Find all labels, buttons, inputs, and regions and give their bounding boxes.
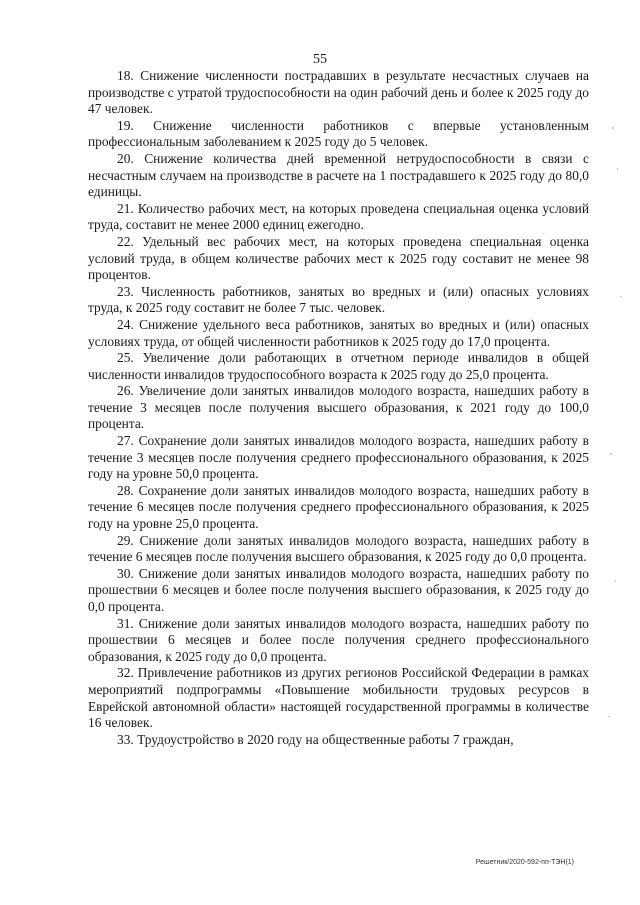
scan-speck <box>617 168 618 170</box>
paragraph-25: 25. Увеличение доли работающих в отчетном периоде инвалидов в общей численности инвалидов трудоспособного возраста к 2025 году до 25,0 процента. <box>88 350 589 382</box>
paragraph-27: 27. Сохранение доли занятых инвалидов молодого возраста, нашедших работу в течение 3 месяцев после получения среднего профессионального образования, к 2025 году на уровне 50,0 процента. <box>88 433 589 482</box>
document-body <box>88 68 589 748</box>
paragraph-24: 24. Снижение удельного веса работников, занятых во вредных и (или) опасных условиях труда, от общей численности работников к 2025 году до 17,0 процента. <box>88 316 589 349</box>
paragraph-23: 23. Численность работников, занятых во вредных и (или) опасных условиях труда, к 2025 году составит не более 7 тыс. человек. <box>88 283 589 316</box>
paragraph-26: 26. Увеличение доли занятых инвалидов молодого возраста, нашедших работу в течение 3 месяцев после получения высшего образования, к 2021 году до 100,0 процента. <box>88 383 589 432</box>
paragraph-19: 19. Снижение численности работников с впервые установленным профессиональным заболеванием к 2025 году до 5 человек. <box>88 117 589 150</box>
paragraph-31: 31. Снижение доли занятых инвалидов молодого возраста, нашедших работу по прошествии 6 месяцев и более после получения среднего профессионального образования, к 2025 году до 0,0 процента. <box>88 615 589 664</box>
scan-speck <box>612 127 614 129</box>
paragraph-29: 29. Снижение доли занятых инвалидов молодого возраста, нашедших работу в течение 6 месяцев после получения высшего образования, к 2025 году до 0,0 процента. <box>88 532 589 565</box>
scan-speck <box>615 580 616 582</box>
paragraph-28: 28. Сохранение доли занятых инвалидов молодого возраста, нашедших работу в течение 6 месяцев после получения среднего профессионального образования, к 2025 году на уровне 25,0 процента. <box>88 482 589 532</box>
scan-speck <box>608 716 610 717</box>
paragraph-33: 33. Трудоустройство в 2020 году на общественные работы 7 граждан, <box>117 731 514 747</box>
document-code-footer: Решетник/2020-592-пп-ТЭН(1) <box>475 859 574 866</box>
paragraph-30: 30. Снижение доли занятых инвалидов молодого возраста, нашедших работу по прошествии 6 месяцев и более после получения высшего образования, к 2025 году до 0,0 процента. <box>88 565 589 614</box>
scan-speck <box>610 453 612 455</box>
paragraph-18: 18. Снижение численности пострадавших в результате несчастных случаев на производстве с утратой трудоспособности на один рабочий день и более к 2025 году до 47 человек. <box>88 68 589 117</box>
paragraph-22: 22. Удельный вес рабочих мест, на которых проведена специальная оценка условий труда, в общем количестве рабочих мест к 2025 году составит не менее 98 процентов. <box>88 233 589 283</box>
paragraph-32: 32. Привлечение работников из других регионов Российской Федерации в рамках мероприятий подпрограммы «Повышение мобильности трудовых ресурсов в Еврейской автономной области» настоящей государственной программы в количестве 16 человек. <box>88 665 589 731</box>
paragraph-21: 21. Количество рабочих мест, на которых проведена специальная оценка условий труда, составит не менее 2000 единиц ежегодно. <box>88 200 589 233</box>
page-number: 55 <box>313 52 327 67</box>
paragraph-20: 20. Снижение количества дней временной нетрудоспособности в связи с несчастным случаем на производстве в расчете на 1 пострадавшего к 2025 году до 80,0 единицы. <box>88 150 589 200</box>
scan-speck <box>620 296 622 297</box>
